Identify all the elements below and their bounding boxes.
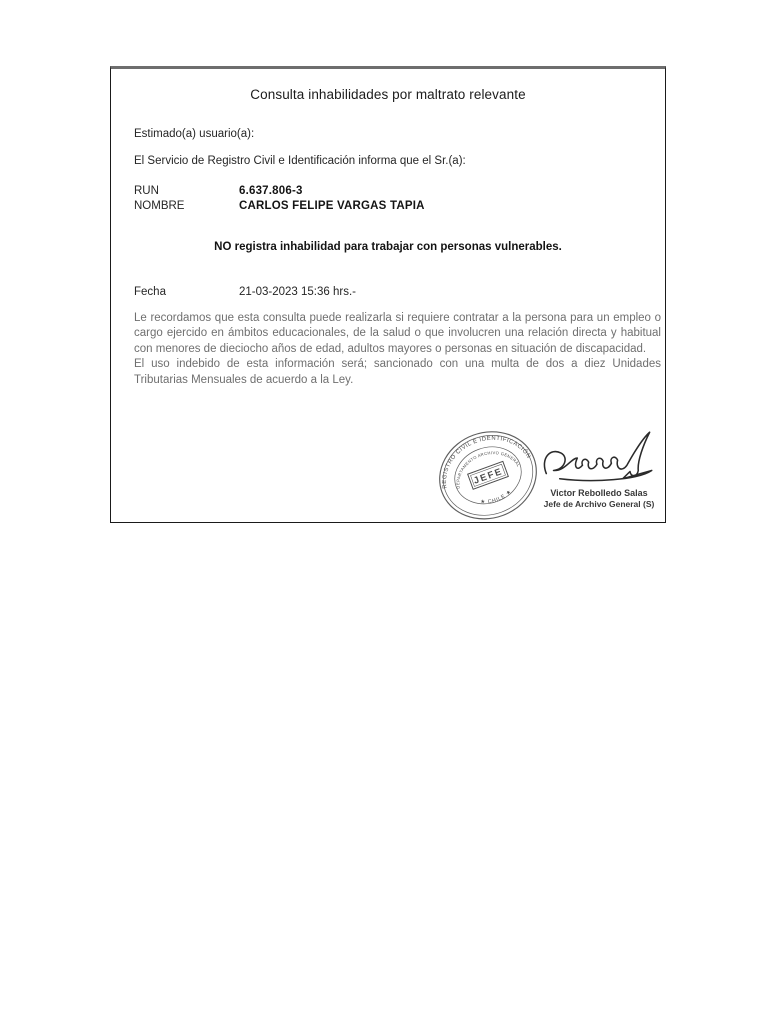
run-label: RUN: [134, 185, 159, 197]
certificate-document: [110, 66, 666, 523]
signer-block: [529, 487, 669, 510]
nombre-label: NOMBRE: [134, 200, 185, 212]
run-row: [134, 185, 303, 197]
legal-paragraph-2: El uso indebido de esta información será; sancionado con una multa de dos a diez Unidades Tributarias Mensuales de acuerdo a la Ley.: [134, 358, 661, 386]
fecha-row: [134, 286, 356, 298]
legal-paragraph-1: Le recordamos que esta consulta puede realizarla si requiere contratar a la persona para un empleo o cargo ejercido en ámbitos educacionales, de la salud o que involucren una relación directa y habitual con menores de dieciocho años de edad, adultos mayores o personas en situación de discapacidad.: [134, 312, 661, 355]
nombre-row: [134, 200, 425, 212]
stamp-outer-text: REGISTRO CIVIL E IDENTIFICACIÓN: [441, 435, 532, 489]
intro-text: El Servicio de Registro Civil e Identificación informa que el Sr.(a):: [134, 155, 466, 167]
result-statement: NO registra inhabilidad para trabajar con personas vulnerables.: [214, 241, 562, 253]
signature-stroke: [544, 432, 651, 480]
stamp-center-text: JEFE: [472, 465, 505, 486]
run-value: 6.637.806-3: [239, 185, 303, 197]
nombre-value: CARLOS FELIPE VARGAS TAPIA: [239, 200, 425, 212]
fecha-label: Fecha: [134, 286, 166, 298]
legal-notice: [134, 311, 661, 388]
svg-text:★ CHILE ★: [478, 488, 514, 509]
signer-name: Victor Rebolledo Salas: [550, 488, 648, 498]
signer-title: Jefe de Archivo General (S): [543, 499, 655, 509]
document-title: Consulta inhabilidades por maltrato relevante: [250, 87, 526, 102]
registro-civil-seal-stamp: [431, 429, 545, 527]
stamp-bottom-text: ★ CHILE ★: [480, 488, 514, 506]
stamp-inner-text: DEPARTAMENTO ARCHIVO GENERAL: [455, 450, 522, 489]
greeting-text: Estimado(a) usuario(a):: [134, 128, 255, 140]
fecha-value: 21-03-2023 15:36 hrs.-: [239, 286, 356, 298]
signature-scribble: [537, 425, 661, 487]
